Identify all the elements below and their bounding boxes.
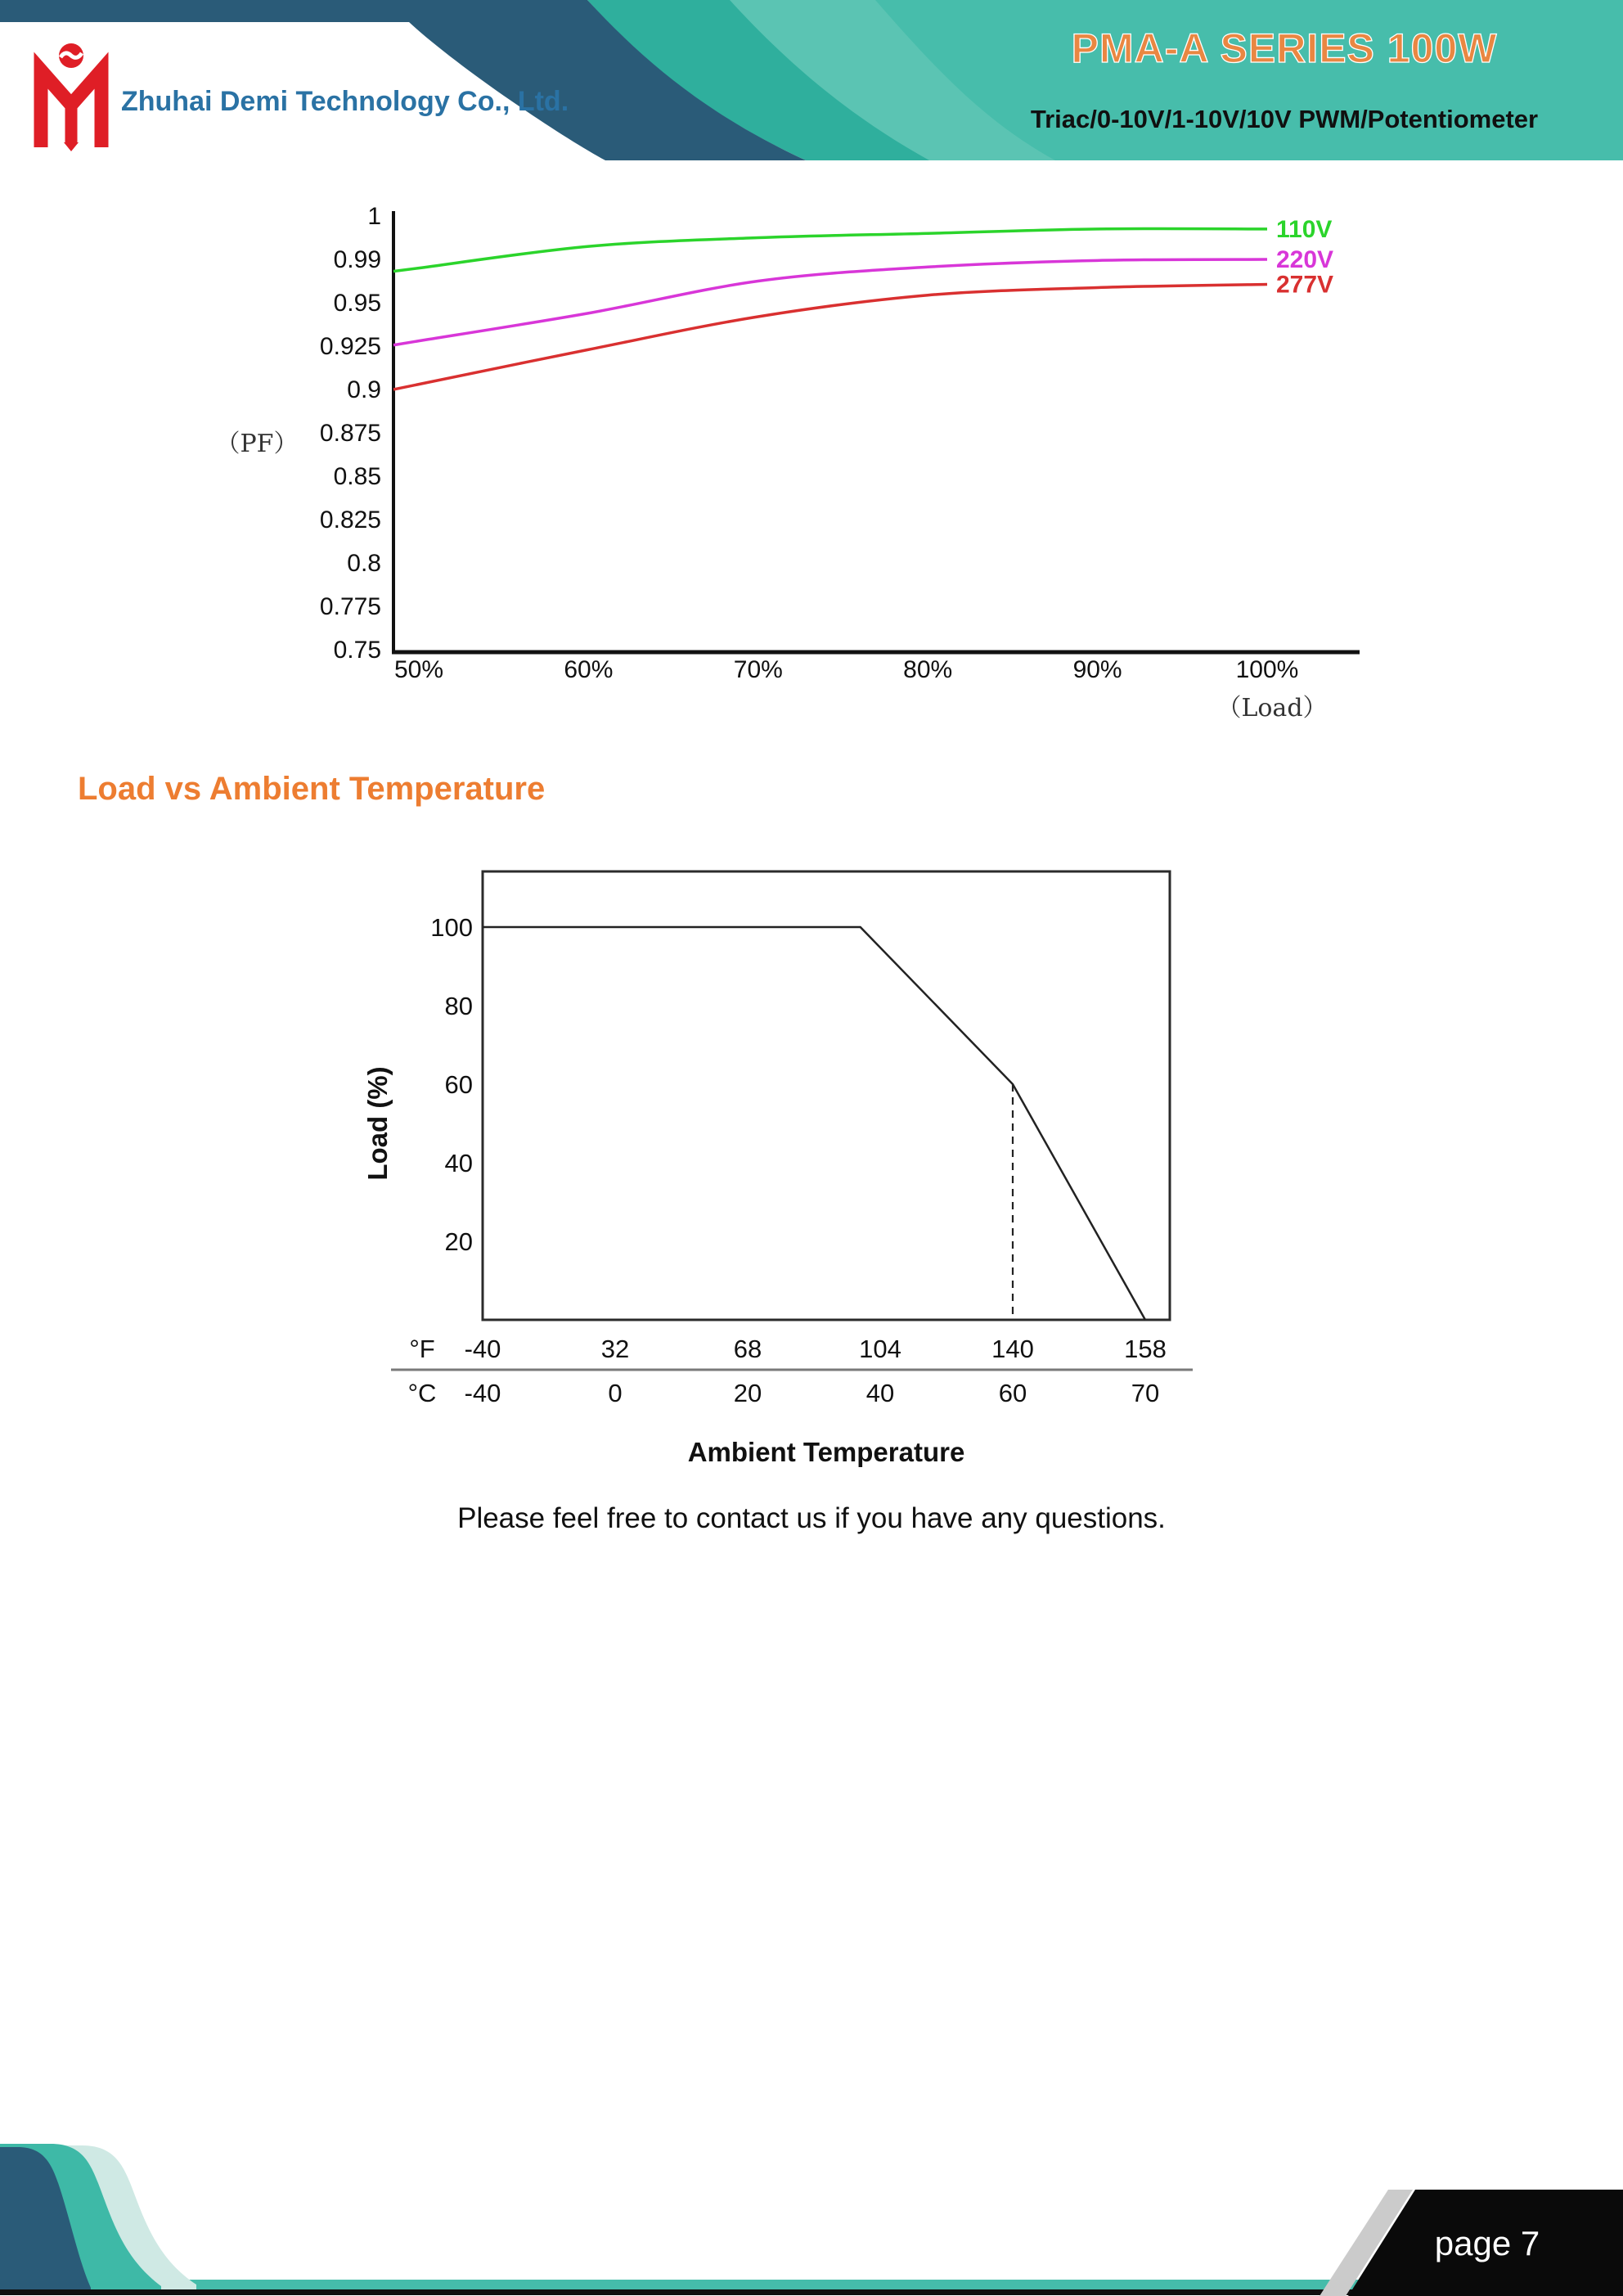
tick-label: 60 [444, 1070, 473, 1099]
footer-decoration [0, 2141, 1623, 2296]
tick-label: 158 [1124, 1335, 1167, 1363]
tick-label: 20 [444, 1227, 473, 1256]
derating-y-axis-title: Load (%) [362, 1066, 393, 1181]
tick-label: 104 [859, 1335, 901, 1363]
tick-label: 32 [600, 1335, 630, 1363]
tick-label: 277V [1276, 271, 1334, 299]
contact-note: Please feel free to contact us if you have any questions. [457, 1502, 1166, 1534]
tick-label: 0.925 [319, 333, 381, 360]
company-name: Zhuhai Demi Technology Co., Ltd. [121, 86, 569, 117]
tick-label: 140 [991, 1335, 1034, 1363]
derating-x-axis-rows [408, 1335, 1167, 1407]
chart-line [393, 229, 1267, 272]
tick-label: 0.75 [333, 637, 381, 664]
chart-line [483, 927, 1145, 1320]
tick-label: 60% [564, 656, 614, 683]
tick-label: -40 [464, 1379, 501, 1407]
product-title: PMA-A SERIES 100W [1071, 25, 1498, 71]
derating-x-axis-title: Ambient Temperature [687, 1437, 965, 1467]
tick-label: 50% [393, 656, 444, 683]
tick-label: °C [407, 1379, 437, 1407]
tick-label: 0.825 [319, 506, 381, 533]
tick-label: 0.775 [319, 593, 381, 620]
tick-label: 20 [733, 1379, 762, 1407]
tick-label: 0.8 [347, 550, 381, 577]
tick-label: 0.95 [333, 290, 381, 317]
pf-y-axis-title: （PF） [215, 430, 299, 458]
product-subtitle: Triac/0-10V/1-10V/10V PWM/Potentiometer [1030, 105, 1539, 133]
pf-legend [1276, 216, 1333, 299]
pf-chart [215, 203, 1360, 723]
pf-x-tick-labels [394, 656, 1298, 683]
tick-label: 68 [733, 1335, 762, 1363]
tick-label: 100% [1235, 656, 1299, 683]
derating-curve [483, 927, 1145, 1320]
tick-label: 40 [444, 1149, 473, 1177]
demi-m-logo-icon [29, 43, 113, 154]
page-number: page 7 [1434, 2224, 1540, 2262]
tick-label: 80% [903, 656, 953, 683]
chart-line [393, 284, 1267, 389]
tick-label: 40 [865, 1379, 895, 1407]
tick-label: 220V [1276, 246, 1334, 273]
tick-label: 80 [444, 992, 473, 1020]
tick-label: 70 [1131, 1379, 1160, 1407]
chart-line [393, 259, 1267, 345]
tick-label: 100 [430, 913, 473, 942]
tick-label: °F [409, 1335, 435, 1363]
tick-label: 70% [733, 656, 783, 683]
tick-label: 0.875 [319, 420, 381, 447]
pf-x-axis-title: （Load） [1216, 694, 1328, 723]
derating-chart [362, 871, 1193, 1467]
pf-curves [393, 229, 1267, 389]
section-heading: Load vs Ambient Temperature [78, 771, 546, 807]
pf-y-tick-labels [320, 203, 381, 664]
tick-label: 60 [998, 1379, 1027, 1407]
tick-label: 0 [608, 1379, 623, 1407]
tick-label: 0.99 [333, 246, 381, 273]
derating-y-tick-labels [430, 913, 473, 1256]
tick-label: 1 [367, 203, 381, 230]
tick-label: 0.9 [347, 376, 381, 403]
tick-label: -40 [464, 1335, 501, 1363]
tick-label: 0.85 [333, 463, 381, 490]
tick-label: 110V [1276, 215, 1333, 243]
tick-label: 90% [1072, 656, 1122, 683]
